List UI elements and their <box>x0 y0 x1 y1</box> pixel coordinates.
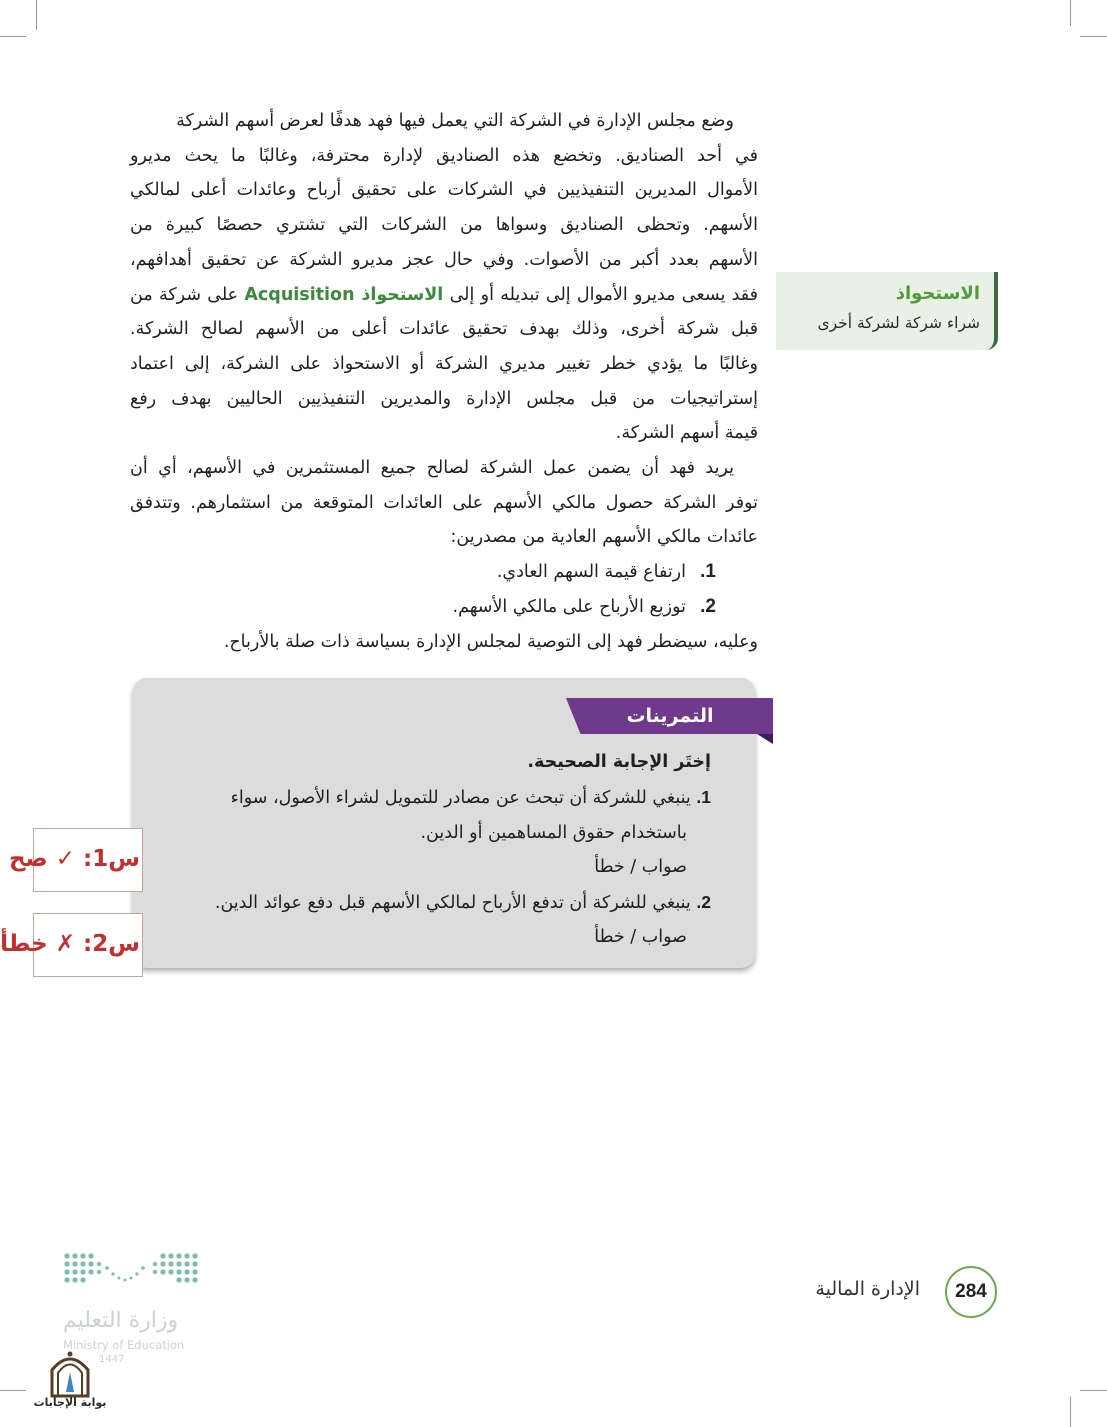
crop-mark <box>1070 1397 1071 1427</box>
question-text: ينبغي للشركة أن تبحث عن مصادر للتمويل لشراء الأصول، سواء <box>230 788 691 808</box>
text-line: في أحد الصناديق. وتخضع هذه الصناديق لإدارة محترفة، وغالبًا ما يحث مديرو <box>130 145 758 166</box>
text-fragment: فقد يسعى مديرو الأموال إلى تبديله أو إلى <box>449 284 758 305</box>
text-line: عائدات مالكي الأسهم العادية من مصدرين: <box>450 527 758 548</box>
question-1 <box>231 787 711 808</box>
portal-gate-icon <box>30 1350 110 1398</box>
glossary-term: الاستحواذ <box>895 283 980 304</box>
crop-mark <box>36 0 37 30</box>
glossary-box <box>776 272 998 350</box>
crop-mark <box>1070 0 1071 26</box>
question-1-continued: باستخدام حقوق المساهمين أو الدين. <box>420 823 687 843</box>
crop-mark <box>1080 1390 1107 1391</box>
portal-logo <box>30 1350 110 1420</box>
list-item <box>130 590 758 625</box>
ministry-dots-icon <box>63 1250 203 1290</box>
question-1-options: صواب / خطأ <box>594 857 687 877</box>
text-line: يريد فهد أن يضمن عمل الشركة لصالح جميع المستثمرين في الأسهم، أي أن <box>130 458 734 479</box>
answer-box-1: س1: ✓ صح <box>33 828 143 892</box>
ministry-name-en: Ministry of Education <box>63 1338 185 1352</box>
glossary-definition: شراء شركة لشركة أخرى <box>817 314 980 332</box>
text-line: قيمة أسهم الشركة. <box>615 423 758 444</box>
page-number: 284 <box>945 1266 997 1318</box>
crop-mark <box>0 36 26 37</box>
ministry-year: 1447 <box>99 1354 125 1365</box>
text-line: الأموال المديرين التنفيذيين في الشركات على تحقيق أرباح وعائدات أعلى لمالكي <box>130 180 758 201</box>
term-highlight: الاستحواذ Acquisition <box>244 284 444 305</box>
exercise-title: التمرينات <box>626 705 714 727</box>
list-item <box>130 555 758 590</box>
exercise-instruction: إختَر الإجابة الصحيحة. <box>527 752 711 772</box>
text-fragment: على شركة من <box>130 284 239 305</box>
text-line: قبل شركة أخرى، وذلك بهدف تحقيق عائدات أعلى من الأسهم لصالح الشركة. <box>130 319 758 340</box>
text-line: الأسهم بعدد أكبر من الأصوات. وفي حال عجز مديرو الشركة عن تحقيق أهدافهم، <box>130 249 758 270</box>
body-text <box>130 104 758 659</box>
text-line: وعليه، سيضطر فهد إلى التوصية لمجلس الإدارة بسياسة ذات صلة بالأرباح. <box>223 631 758 652</box>
text-line: وغالبًا ما يؤدي خطر تغيير مديري الشركة أو الاستحواذ على الشركة، إلى اعتماد <box>130 353 758 374</box>
question-2 <box>215 892 711 913</box>
footer-section-title: الإدارة المالية <box>815 1278 920 1300</box>
answer-box-2: س2: ✗ خطأ <box>33 913 143 977</box>
question-2-options: صواب / خطأ <box>594 927 687 947</box>
question-number: 1. <box>696 787 711 807</box>
text-line: الأسهم. وتحظى الصناديق وسواها من الشركات التي تشتري حصصًا كبيرة من <box>130 215 758 236</box>
list-number: 2. <box>700 595 716 617</box>
question-number: 2. <box>696 892 711 912</box>
ministry-name-ar: وزارة التعليم <box>63 1308 179 1333</box>
text-line: إستراتيجيات من قبل مجلس الإدارة والمديرين التنفيذيين الحاليين بهدف رفع <box>130 388 758 409</box>
text-line: توفر الشركة حصول مالكي الأسهم على العائدات المتوقعة من استثمارهم. وتتدفق <box>130 492 758 513</box>
list-number: 1. <box>700 561 716 583</box>
list-text: توزيع الأرباح على مالكي الأسهم. <box>452 596 686 617</box>
question-text: ينبغي للشركة أن تدفع الأرباح لمالكي الأسهم قبل دفع عوائد الدين. <box>214 893 691 913</box>
tab-fold <box>757 734 773 744</box>
list-text: ارتفاع قيمة السهم العادي. <box>496 562 686 583</box>
crop-mark <box>0 1390 26 1391</box>
portal-name: بوابة الإجابات <box>33 1396 107 1409</box>
text-line: وضع مجلس الإدارة في الشركة التي يعمل فيها فهد هدفًا لعرض أسهم الشركة <box>176 111 734 131</box>
crop-mark <box>1080 36 1107 37</box>
text-line <box>130 278 758 313</box>
